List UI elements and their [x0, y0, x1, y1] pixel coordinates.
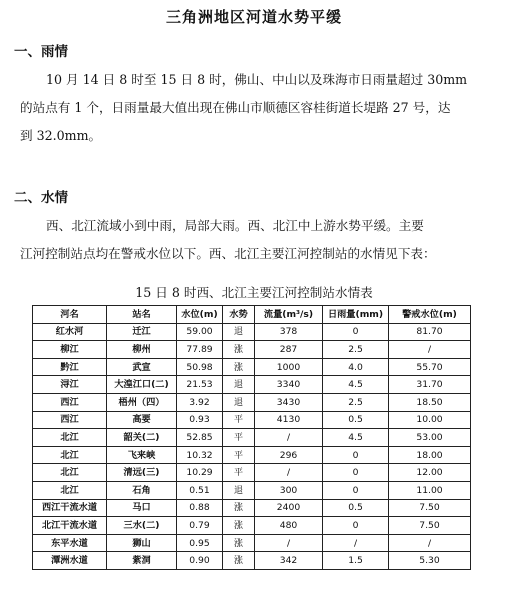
cell-water-level: 3.92 — [177, 393, 223, 411]
table-row — [33, 499, 471, 517]
table-body — [33, 323, 471, 569]
cell-water-level: 0.79 — [177, 517, 223, 535]
cell-station: 武宣 — [107, 358, 177, 376]
table-row — [33, 534, 471, 552]
cell-river: 柳江 — [33, 341, 107, 359]
cell-water-level: 10.29 — [177, 464, 223, 482]
cell-warning-level: 53.00 — [389, 429, 471, 447]
table-row — [33, 464, 471, 482]
cell-station: 马口 — [107, 499, 177, 517]
cell-flow: 296 — [255, 446, 323, 464]
cell-station: 清远(三) — [107, 464, 177, 482]
cell-flow: 2400 — [255, 499, 323, 517]
cell-trend: 涨 — [223, 341, 255, 359]
cell-river: 北江 — [33, 429, 107, 447]
cell-daily-rain: 4.5 — [323, 429, 389, 447]
cell-station: 高要 — [107, 411, 177, 429]
cell-trend: 退 — [223, 376, 255, 394]
header-water-level: 水位(m) — [177, 306, 223, 324]
cell-flow: 300 — [255, 481, 323, 499]
cell-water-level: 50.98 — [177, 358, 223, 376]
cell-flow: 342 — [255, 552, 323, 570]
table-row — [33, 429, 471, 447]
cell-trend: 涨 — [223, 552, 255, 570]
cell-flow: 3340 — [255, 376, 323, 394]
cell-water-level: 52.85 — [177, 429, 223, 447]
cell-trend: 退 — [223, 481, 255, 499]
header-warning-level: 警戒水位(m) — [389, 306, 471, 324]
cell-warning-level: 81.70 — [389, 323, 471, 341]
table-row — [33, 323, 471, 341]
cell-warning-level: 7.50 — [389, 517, 471, 535]
cell-warning-level: 10.00 — [389, 411, 471, 429]
cell-daily-rain: 1.5 — [323, 552, 389, 570]
cell-warning-level: 12.00 — [389, 464, 471, 482]
cell-flow: / — [255, 429, 323, 447]
cell-river: 东平水道 — [33, 534, 107, 552]
cell-daily-rain: 2.5 — [323, 341, 389, 359]
table-row — [33, 552, 471, 570]
cell-water-level: 0.51 — [177, 481, 223, 499]
cell-station: 韶关(二) — [107, 429, 177, 447]
cell-river: 西江 — [33, 411, 107, 429]
cell-warning-level: 7.50 — [389, 499, 471, 517]
cell-warning-level: 5.30 — [389, 552, 471, 570]
document-title: 三角洲地区河道水势平缓 — [165, 8, 342, 26]
cell-water-level: 0.93 — [177, 411, 223, 429]
cell-warning-level: / — [389, 341, 471, 359]
cell-river: 北江 — [33, 446, 107, 464]
header-flow: 流量(m³/s) — [255, 306, 323, 324]
cell-river: 西江 — [33, 393, 107, 411]
cell-daily-rain: 4.0 — [323, 358, 389, 376]
cell-daily-rain: 0 — [323, 517, 389, 535]
water-line: 江河控制站点均在警戒水位以下。西、北江主要江河控制站的水情见下表： — [20, 246, 436, 261]
rain-paragraph — [20, 66, 494, 150]
rain-line: 10 月 14 日 8 时至 15 日 8 时，佛山、中山以及珠海市日雨量超过 30mm — [46, 72, 468, 87]
cell-warning-level: 31.70 — [389, 376, 471, 394]
table-row — [33, 341, 471, 359]
cell-trend: 平 — [223, 429, 255, 447]
cell-warning-level: 55.70 — [389, 358, 471, 376]
cell-daily-rain: 0.5 — [323, 499, 389, 517]
cell-water-level: 21.53 — [177, 376, 223, 394]
cell-daily-rain: 0 — [323, 464, 389, 482]
cell-warning-level: 11.00 — [389, 481, 471, 499]
cell-daily-rain: 4.5 — [323, 376, 389, 394]
cell-river: 红水河 — [33, 323, 107, 341]
cell-trend: 退 — [223, 323, 255, 341]
cell-flow: 287 — [255, 341, 323, 359]
cell-trend: 平 — [223, 411, 255, 429]
cell-station: 梧州（四） — [107, 393, 177, 411]
cell-warning-level: 18.00 — [389, 446, 471, 464]
table-row — [33, 358, 471, 376]
rain-line: 的站点有 1 个，日雨量最大值出现在佛山市顺德区容桂街道长堤路 27 号，达 — [20, 100, 451, 115]
header-river: 河名 — [33, 306, 107, 324]
cell-river: 潭洲水道 — [33, 552, 107, 570]
cell-daily-rain: 0.5 — [323, 411, 389, 429]
cell-trend: 涨 — [223, 534, 255, 552]
cell-flow: / — [255, 534, 323, 552]
cell-station: 三水(二) — [107, 517, 177, 535]
cell-trend: 退 — [223, 393, 255, 411]
cell-daily-rain: / — [323, 534, 389, 552]
cell-daily-rain: 0 — [323, 446, 389, 464]
header-station: 站名 — [107, 306, 177, 324]
cell-trend: 平 — [223, 464, 255, 482]
cell-river: 北江 — [33, 464, 107, 482]
cell-flow: 4130 — [255, 411, 323, 429]
cell-station: 紫洞 — [107, 552, 177, 570]
header-daily-rain: 日雨量(mm) — [323, 306, 389, 324]
table-row — [33, 376, 471, 394]
cell-trend: 涨 — [223, 358, 255, 376]
table-row — [33, 517, 471, 535]
table-row — [33, 411, 471, 429]
cell-river: 浔江 — [33, 376, 107, 394]
water-section-heading: 二、水情 — [14, 190, 68, 206]
cell-daily-rain: 0 — [323, 481, 389, 499]
table-row — [33, 393, 471, 411]
table-row — [33, 481, 471, 499]
cell-warning-level: 18.50 — [389, 393, 471, 411]
cell-water-level: 0.90 — [177, 552, 223, 570]
cell-water-level: 0.95 — [177, 534, 223, 552]
cell-daily-rain: 2.5 — [323, 393, 389, 411]
rain-section-heading: 一、雨情 — [14, 44, 68, 60]
cell-water-level: 59.00 — [177, 323, 223, 341]
cell-river: 北江干流水道 — [33, 517, 107, 535]
cell-station: 迁江 — [107, 323, 177, 341]
table-header-row — [33, 306, 471, 324]
cell-river: 北江 — [33, 481, 107, 499]
water-paragraph — [20, 212, 494, 268]
cell-flow: 3430 — [255, 393, 323, 411]
cell-river: 西江干流水道 — [33, 499, 107, 517]
cell-warning-level: / — [389, 534, 471, 552]
cell-station: 石角 — [107, 481, 177, 499]
cell-water-level: 10.32 — [177, 446, 223, 464]
cell-river: 黔江 — [33, 358, 107, 376]
cell-trend: 涨 — [223, 517, 255, 535]
cell-water-level: 77.89 — [177, 341, 223, 359]
cell-flow: 378 — [255, 323, 323, 341]
cell-trend: 平 — [223, 446, 255, 464]
cell-trend: 涨 — [223, 499, 255, 517]
cell-flow: 1000 — [255, 358, 323, 376]
water-line: 西、北江流域小到中雨，局部大雨。西、北江中上游水势平缓。主要 — [46, 218, 424, 233]
cell-water-level: 0.88 — [177, 499, 223, 517]
header-trend: 水势 — [223, 306, 255, 324]
cell-station: 飞来峡 — [107, 446, 177, 464]
cell-flow: / — [255, 464, 323, 482]
cell-station: 大湟江口(二) — [107, 376, 177, 394]
cell-station: 柳州 — [107, 341, 177, 359]
water-level-table — [32, 305, 471, 570]
cell-daily-rain: 0 — [323, 323, 389, 341]
table-caption: 15 日 8 时西、北江主要江河控制站水情表 — [135, 285, 373, 300]
table-row — [33, 446, 471, 464]
cell-flow: 480 — [255, 517, 323, 535]
cell-station: 狮山 — [107, 534, 177, 552]
rain-line: 到 32.0mm。 — [20, 128, 102, 143]
